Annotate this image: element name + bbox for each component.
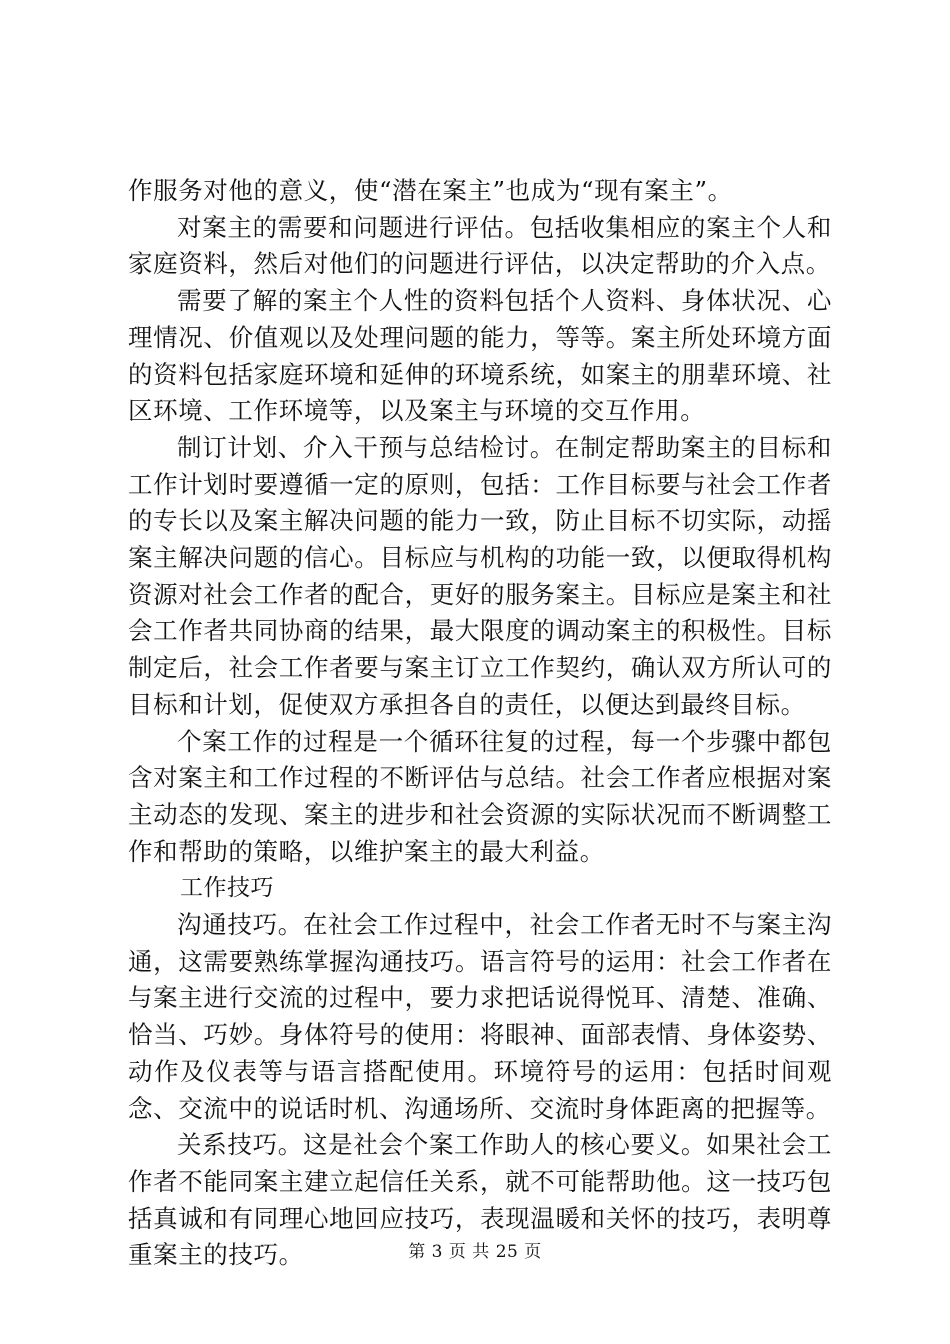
page-number-footer: 第 3 页 共 25 页 [408,1242,542,1262]
paragraph: 制订计划、介入干预与总结检讨。在制定帮助案主的目标和工作计划时要遵循一定的原则，包括：工作目标要与社会工作者的专长以及案主解决问题的能力一致，防止目标不切实际，动摇案主解决问题的信心。目标应与机构的功能一致，以便取得机构资源对社会工作者的配合，更好的服务案主。目标应是案主和社会工作者共同协商的结果，最大限度的调动案主的积极性。目标制定后，社会工作者要与案主订立工作契约，确认双方所认可的目标和计划，促使双方承担各自的责任，以便达到最终目标。 [128,432,832,719]
paragraph: 关系技巧。这是社会个案工作助人的核心要义。如果社会工作者不能同案主建立起信任关系，就不可能帮助他。这一技巧包括真诚和有同理心地回应技巧，表现温暖和关怀的技巧，表明尊重案主的技巧。 [128,1130,832,1270]
section-heading: 工作技巧 [180,875,274,902]
paragraph: 需要了解的案主个人性的资料包括个人资料、身体状况、心理情况、价值观以及处理问题的能力，等等。案主所处环境方面的资料包括家庭环境和延伸的环境系统，如案主的朋辈环境、社区环境、工作环境等，以及案主与环境的交互作用。 [128,286,832,426]
paragraph: 沟通技巧。在社会工作过程中，社会工作者无时不与案主沟通，这需要熟练掌握沟通技巧。语言符号的运用：社会工作者在与案主进行交流的过程中，要力求把话说得悦耳、清楚、准确、恰当、巧妙。身体符号的使用：将眼神、面部表情、身体姿势、动作及仪表等与语言搭配使用。环境符号的运用：包括时间观念、交流中的说话时机、沟通场所、交流时身体距离的把握等。 [128,910,832,1123]
document-body [128,173,832,1274]
paragraph: 对案主的需要和问题进行评估。包括收集相应的案主个人和家庭资料，然后对他们的问题进行评估，以决定帮助的介入点。 [128,212,832,279]
paragraph: 作服务对他的意义，使“潜在案主”也成为“现有案主”。 [128,176,733,205]
paragraph: 个案工作的过程是一个循环往复的过程，每一个步骤中都包含对案主和工作过程的不断评估与总结。社会工作者应根据对案主动态的发现、案主的进步和社会资源的实际状况而不断调整工作和帮助的策略，以维护案主的最大利益。 [128,726,832,866]
